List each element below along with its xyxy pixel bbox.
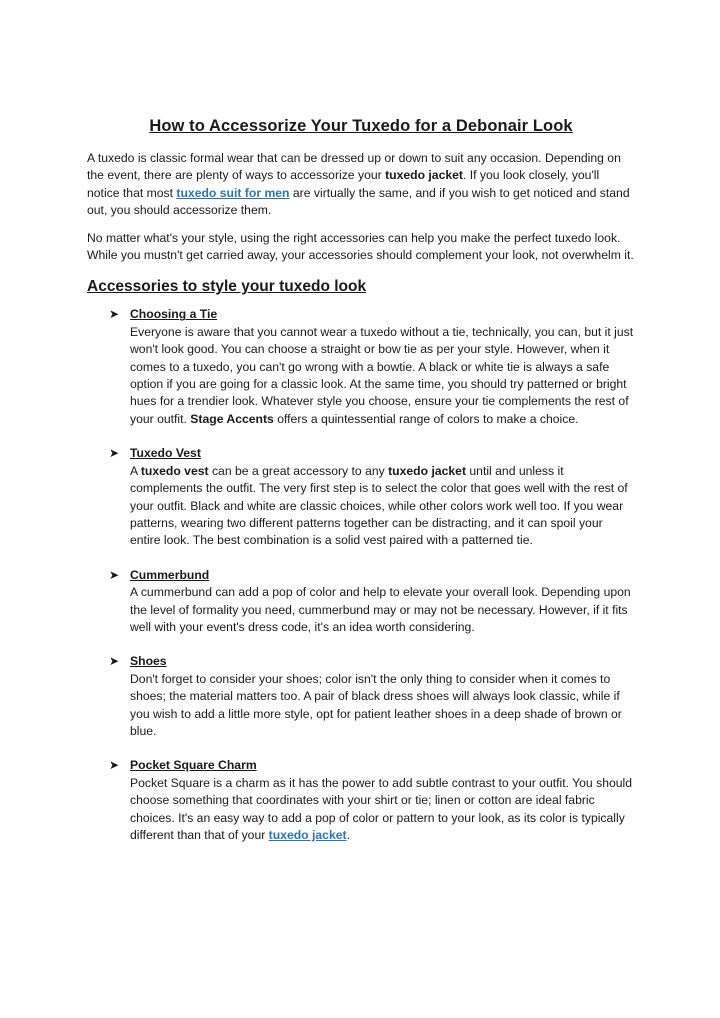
item-bold: tuxedo vest	[140, 463, 209, 478]
item-body	[130, 463, 635, 550]
list-item-tie	[87, 306, 635, 428]
intro-text: are virtually the same, and if you wish to get noticed and stand out, you should accessorize them.	[87, 185, 630, 218]
item-bold: tuxedo jacket	[388, 463, 467, 478]
intro-paragraph-2: No matter what's your style, using the right accessories can help you make the perfect tuxedo look. While you mustn't get carried away, your accessories should complement your look, not overwhelm it.	[87, 230, 634, 263]
arrow-bullet-icon: ➤	[109, 758, 120, 773]
item-title: Choosing a Tie	[130, 307, 218, 322]
item-text: Everyone is aware that you cannot wear a tuxedo without a tie, technically, you can, but it just won't look good. You can choose a straight or bow tie as per your style. However, when it comes to a tuxedo, you can't go wrong with a bowtie. A black or white tie is always a safe option if you are going for a classic look. At the same time, you should try patterned or bright hues for a trendier look. Whatever style you choose, ensure your tie complements the rest of your outfit.	[130, 324, 634, 426]
item-text: Pocket Square is a charm as it has the power to add subtle contrast to your outfit. You should choose something that coordinates with your shirt or tie; linen or cotton are ideal fabric choices. It's an easy way to add a pop of color or pattern to your look, as its color is typically different than that of your	[130, 775, 633, 842]
intro-text: . If you look closely, you'll notice that most	[87, 168, 600, 200]
page-title: How to Accessorize Your Tuxedo for a Debonair Look	[149, 117, 573, 135]
item-text: .	[346, 828, 350, 842]
item-body: Don't forget to consider your shoes; color isn't the only thing to consider when it comes to shoes; the material matters too. A pair of black dress shoes will always look classic, while if you wish to add a little more style, opt for patient leather shoes in a deep shade of brown or blue.	[130, 671, 622, 738]
arrow-bullet-icon: ➤	[109, 654, 120, 669]
list-item-pocket-square	[87, 757, 635, 844]
item-body	[130, 324, 635, 428]
arrow-bullet-icon: ➤	[109, 567, 120, 582]
item-title: Pocket Square Charm	[130, 758, 257, 773]
list-item-vest	[87, 445, 635, 549]
document-page	[87, 117, 635, 861]
item-bold: Stage Accents	[190, 411, 274, 426]
item-title: Tuxedo Vest	[130, 446, 201, 461]
accessories-list	[87, 306, 635, 844]
arrow-bullet-icon: ➤	[109, 307, 120, 322]
item-body	[130, 775, 635, 845]
arrow-bullet-icon: ➤	[109, 446, 120, 461]
list-item-shoes	[87, 653, 635, 740]
item-body: A cummerbund can add a pop of color and help to elevate your overall look. Depending upon the level of formality you need, cummerbund may or may not be necessary. However, if it fits well with your event's dress code, it's an idea worth considering.	[130, 585, 631, 634]
tuxedo-jacket-link[interactable]: tuxedo jacket	[268, 828, 347, 842]
item-title: Shoes	[130, 654, 167, 669]
item-title: Cummerbund	[130, 567, 210, 582]
intro-paragraph-1	[87, 150, 635, 220]
item-text: until and unless it complements the outfit. The very first step is to select the color that goes well with the rest of your outfit. Black and white are classic choices, while other colors work well too. If you wear patterns, wearing two different patterns together can be distracting, and it can spoil your entire look. The best combination is a solid vest paired with a patterned tie.	[130, 463, 628, 548]
section-heading: Accessories to style your tuxedo look	[87, 278, 367, 296]
intro-bold-tuxedo-jacket: tuxedo jacket	[385, 168, 463, 183]
item-text: A	[130, 463, 141, 478]
item-text: can be a great accessory to any	[208, 463, 389, 478]
intro-text: A tuxedo is classic formal wear that can be dressed up or down to suit any occasion. Depending on the event, there are plenty of ways to accessorize your	[87, 151, 621, 183]
item-text: offers a quintessential range of colors to make a choice.	[273, 411, 579, 426]
tuxedo-suit-link[interactable]: tuxedo suit for men	[176, 185, 290, 200]
list-item-cummerbund	[87, 567, 635, 637]
